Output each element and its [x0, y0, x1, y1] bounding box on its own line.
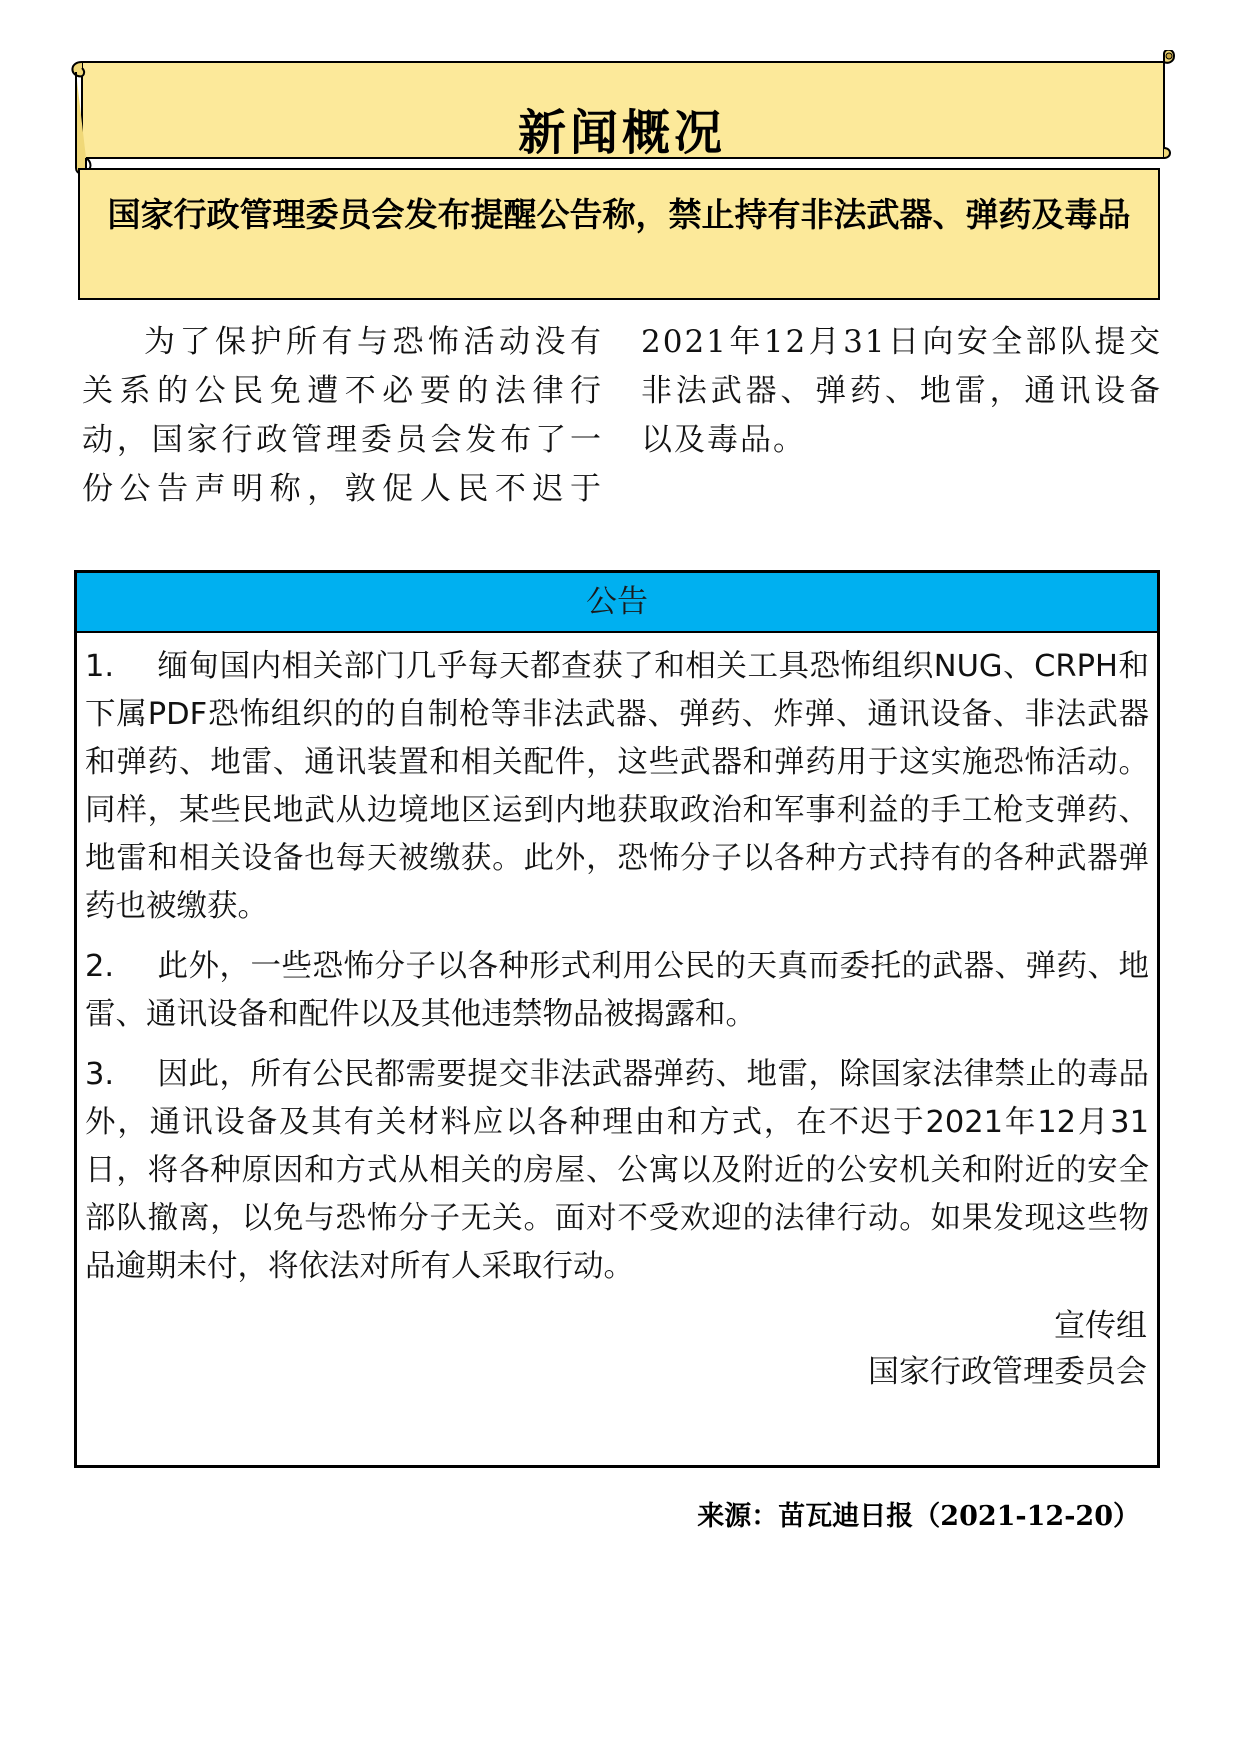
notice-item-text: 此外，一些恐怖分子以各种形式利用公民的天真而委托的武器、弹药、地雷、通讯设备和配件以及其他违禁物品被揭露和。 [85, 949, 1149, 1032]
scroll-banner [68, 50, 1176, 180]
banner-title: 新闻概况 [517, 105, 726, 161]
headline: 国家行政管理委员会发布提醒公告称，禁止持有非法武器、弹药及毒品 [107, 195, 1131, 234]
notice-item-text: 因此，所有公民都需要提交非法武器弹药、地雷，除国家法律禁止的毒品外，通讯设备及其有关材料应以各种理由和方式，在不迟于2021年12月31日，将各种原因和方式从相关的房屋、公寓以及附近的公安机关和附近的安全部队撤离，以免与恐怖分子无关。面对不受欢迎的法律行动。如果发现这些物品逾期未付，将依法对所有人采取行动。 [85, 1057, 1149, 1284]
notice-box [74, 570, 1160, 1468]
headline-box [78, 168, 1160, 300]
notice-item-number: 1. [85, 649, 115, 684]
notice-item-number: 3. [85, 1057, 115, 1092]
signature-org: 国家行政管理委员会 [868, 1354, 1147, 1390]
notice-item-3 [85, 1051, 1149, 1291]
notice-item-number: 2. [85, 949, 115, 984]
intro-paragraph: 为了保护所有与恐怖活动没有关系的公民免遭不必要的法律行动，国家行政管理委员会发布了一份公告声明称，敦促人民不迟于2021年12月31日向安全部队提交非法武器、弹药、地雷，通讯设备以及毒品。 [82, 324, 1162, 507]
notice-item-2 [85, 943, 1149, 1039]
signature-block [85, 1303, 1149, 1395]
notice-item-text: 缅甸国内相关部门几乎每天都查获了和相关工具恐怖组织NUG、CRPH和下属PDF恐怖组织的的自制枪等非法武器、弹药、炸弹、通讯设备、非法武器和弹药、地雷、通讯装置和相关配件，这些武器和弹药用于这实施恐怖活动。同样，某些民地武从边境地区运到内地获取政治和军事利益的手工枪支弹药、地雷和相关设备也每天被缴获。此外，恐怖分子以各种方式持有的各种武器弹药也被缴获。 [85, 649, 1149, 924]
source-line: 来源：苗瓦迪日报（2021-12-20） [697, 1501, 1140, 1532]
notice-item-1 [85, 643, 1149, 931]
notice-body [77, 633, 1157, 1395]
signature-group: 宣传组 [1054, 1308, 1147, 1344]
notice-header: 公告 [77, 573, 1157, 633]
